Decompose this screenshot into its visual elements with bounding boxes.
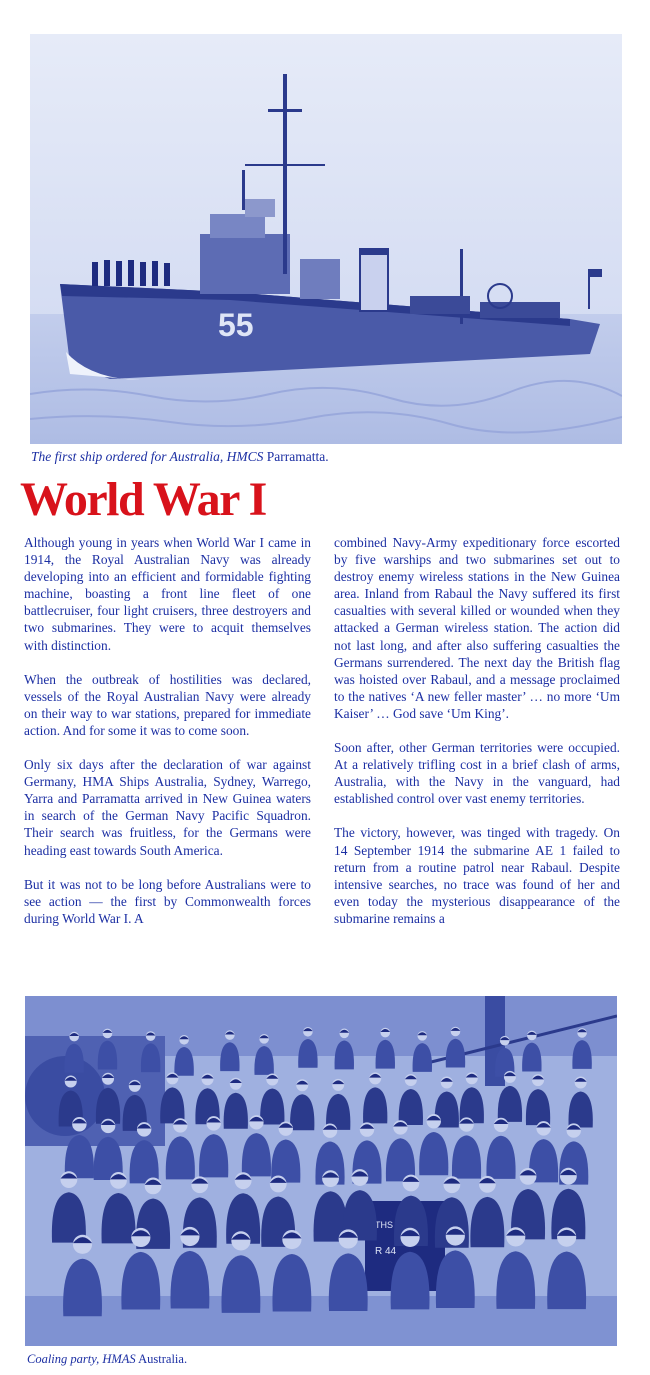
left-text-column	[24, 534, 311, 927]
paragraph: Only six days after the declaration of war against Germany, HMA Ships Australia, Sydney, Warrego, Yarra and Parramatta arrived in New Guinea waters in search of the German Navy Pacific Squadron. Their search was fruitless, for the Germans were heading east towards South America.	[24, 757, 311, 858]
ship-caption-name: Parramatta.	[263, 449, 329, 464]
paragraph: Soon after, other German territories were occupied. At a relatively trifling cost in a brief clash of arms, Australia, with the Navy in the vanguard, had established control over vast enemy territories.	[334, 740, 620, 807]
paragraph: combined Navy-Army expeditionary force escorted by five warships and two submarines set out to destroy enemy wireless stations in the New Guinea area. Inland from Rabaul the Navy suffered its first casualties with several killed or wounded when they attacked a German wireless station. The action did not last long, and after also suffering casualties the Germans surrendered. The next day the British flag was hoisted over Rabaul, and a message proclaimed to the natives ‘A new feller master’ … no more ‘Um Kaiser’ … God save ‘Um King’.	[334, 535, 620, 721]
crew-caption-name: Australia.	[135, 1352, 188, 1366]
paragraph: Although young in years when World War I came in 1914, the Royal Australian Navy was already developing into an efficient and formidable fighting machine, boasting a front line fleet of one battlecruiser, four light cruisers, three destroyers and two submarines. They were to acquit themselves with distinction.	[24, 535, 311, 653]
paragraph: When the outbreak of hostilities was declared, vessels of the Royal Australian Navy were already on their way to war stations, prepared for immediate action. And for some it was to come soon.	[24, 671, 311, 738]
ship-photograph	[30, 34, 622, 444]
hull-number: 55	[218, 307, 254, 343]
paragraph: The victory, however, was tinged with tragedy. On 14 September 1914 the submarine AE 1 failed to return from a routine patrol near Rabaul. Despite intensive searches, no trace was found of her and even today the mysterious disappearance of the submarine remains a	[334, 825, 620, 926]
right-text-column	[334, 534, 620, 927]
crew-caption-italic: Coaling party, HMAS	[27, 1352, 136, 1366]
crate-number: R 44	[375, 1246, 397, 1257]
ship-caption-italic: The first ship ordered for Australia, HMCS	[31, 449, 264, 464]
crate-label: ETHS	[369, 1220, 394, 1230]
crew-photo-caption	[27, 1352, 187, 1367]
crew-photograph	[25, 996, 617, 1346]
section-heading: World War I	[20, 473, 266, 526]
paragraph: But it was not to be long before Australians were to see action — the first by Commonwealth forces during World War I. A	[24, 876, 311, 926]
ship-photo-caption	[31, 449, 329, 465]
